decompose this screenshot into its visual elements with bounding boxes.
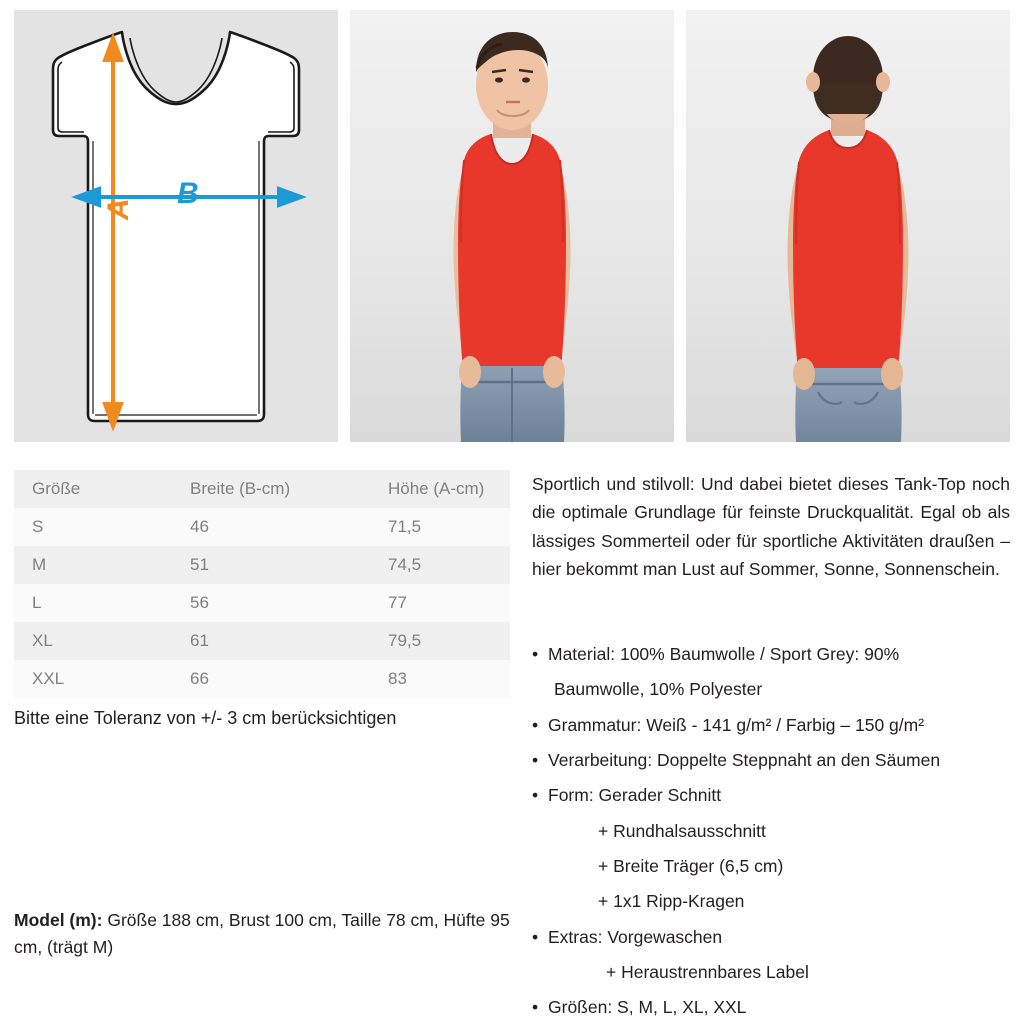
cell-size: M bbox=[32, 555, 47, 574]
bullet-icon: • bbox=[532, 785, 539, 806]
cell-height: 83 bbox=[388, 669, 407, 688]
model-values: Größe 188 cm, Brust 100 cm, Taille 78 cm, Hüfte 95 cm, (trägt M) bbox=[14, 910, 510, 958]
feature-shape-collar: + 1x1 Ripp-Kragen bbox=[598, 891, 745, 912]
model-measurements-note bbox=[14, 907, 514, 961]
bullet-icon: • bbox=[532, 714, 539, 735]
table-row bbox=[14, 584, 510, 622]
list-item bbox=[532, 711, 1022, 739]
width-label-b: B bbox=[177, 177, 199, 210]
cell-width: 56 bbox=[190, 593, 209, 612]
tank-top-diagram-icon bbox=[14, 10, 338, 442]
feature-processing: Verarbeitung: Doppelte Steppnaht an den Säumen bbox=[548, 750, 941, 771]
tolerance-note: Bitte eine Toleranz von +/- 3 cm berücksichtigen bbox=[14, 708, 397, 728]
image-strip bbox=[14, 10, 1010, 442]
cell-height: 74,5 bbox=[388, 555, 422, 574]
list-item bbox=[532, 746, 1022, 774]
cell-width: 61 bbox=[190, 631, 209, 650]
bullet-icon: • bbox=[532, 997, 539, 1018]
bullet-icon: • bbox=[532, 644, 539, 664]
list-item bbox=[532, 993, 1022, 1021]
cell-size: XXL bbox=[32, 669, 65, 688]
table-row bbox=[14, 622, 510, 660]
cell-width: 51 bbox=[190, 555, 209, 574]
cell-height: 71,5 bbox=[388, 517, 422, 536]
table-row bbox=[14, 546, 510, 584]
model-front-photo-panel bbox=[350, 10, 674, 442]
cell-width: 66 bbox=[190, 669, 209, 688]
feature-material-cont: Baumwolle, 10% Polyester bbox=[554, 679, 763, 700]
cell-size: S bbox=[32, 517, 44, 536]
product-description: Sportlich und stilvoll: Und dabei bietet dieses Tank-Top noch die optimale Grundlage für feinste Druckqualität. Egal ob als lässiges Sommerteil oder für sportliche Aktivitäten draußen – hier bekommt man Lust auf Sommer, Sonne, Sonnenschein. bbox=[532, 474, 1010, 580]
model-front-illustration bbox=[350, 10, 674, 442]
cell-height: 79,5 bbox=[388, 631, 422, 650]
cell-height: 77 bbox=[388, 593, 407, 612]
feature-sizes: Größen: S, M, L, XL, XXL bbox=[548, 997, 747, 1018]
column-header-height: Höhe (A-cm) bbox=[388, 479, 485, 498]
feature-weight: Grammatur: Weiß - 141 g/m² / Farbig – 150 g/m² bbox=[548, 714, 925, 735]
feature-shape-neckline: + Rundhalsausschnitt bbox=[598, 820, 766, 841]
list-item bbox=[532, 781, 1022, 809]
list-item bbox=[532, 923, 1022, 951]
bullet-icon: • bbox=[532, 926, 539, 947]
cell-size: L bbox=[32, 593, 42, 612]
measurement-diagram-panel bbox=[14, 10, 338, 442]
feature-material: Material: 100% Baumwolle / Sport Grey: 90% bbox=[548, 644, 900, 664]
table-row bbox=[14, 508, 510, 546]
size-chart-table bbox=[14, 470, 510, 698]
height-label-a: A bbox=[102, 198, 135, 220]
model-back-illustration bbox=[686, 10, 1010, 442]
list-item bbox=[532, 640, 1022, 668]
column-header-width: Breite (B-cm) bbox=[190, 479, 291, 498]
cell-size: XL bbox=[32, 631, 53, 650]
feature-extras: Extras: Vorgewaschen bbox=[548, 926, 723, 947]
model-back-photo-panel bbox=[686, 10, 1010, 442]
cell-width: 46 bbox=[190, 517, 209, 536]
bullet-icon: • bbox=[532, 750, 539, 771]
feature-extras-label: + Heraustrennbares Label bbox=[606, 962, 809, 983]
feature-shape-straps: + Breite Träger (6,5 cm) bbox=[598, 856, 784, 877]
column-header-size: Größe bbox=[32, 479, 81, 498]
model-label: Model (m): bbox=[14, 910, 103, 930]
lower-content bbox=[0, 452, 1024, 1018]
table-header-row bbox=[14, 470, 510, 508]
feature-list bbox=[532, 640, 1022, 1029]
table-row bbox=[14, 660, 510, 698]
feature-shape: Form: Gerader Schnitt bbox=[548, 785, 722, 806]
